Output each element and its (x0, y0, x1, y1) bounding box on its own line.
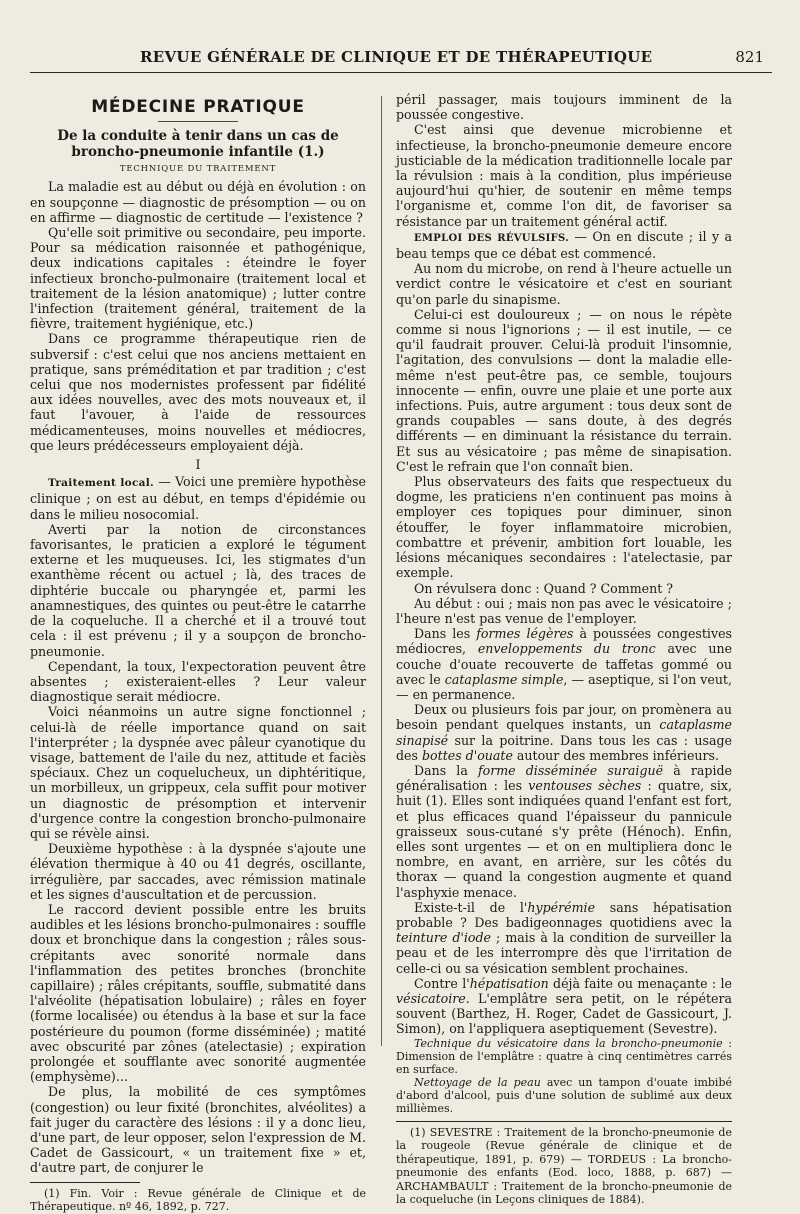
text: : quatre, six, huit (1). Elles sont indiquées quand l'enfant est fort, et plus efficaces quand l'épaisseur du pannicule graisseux sous-cutané s'y prête (Hénoch). Enfin, elles sont urgentes — et on en multipliera donc le nombre, en avant, en arrière, sur les côtés du thorax — quand la congestion augmente et quand l'asphyxie menace. (396, 778, 732, 900)
section-heading: Traitement local. (48, 477, 155, 490)
footnote-rule (30, 1182, 140, 1183)
text: ; mais à la condition de surveiller la peau et de les interrompre dès que l'irritation de celle-ci ou sa vésication semblent prochaines. (396, 930, 733, 976)
journal-title: REVUE GÉNÉRALE DE CLINIQUE ET DE THÉRAPEUTIQUE (140, 48, 653, 66)
technique-note (396, 1076, 732, 1115)
paragraph: Deuxième hypothèse : à la dyspnée s'ajoute une élévation thermique à 40 ou 41 degrés, oscillante, irrégulière, par saccades, avec rémission matinale et les signes d'auscultation et de percussion. (30, 841, 366, 902)
footnote: (1) SEVESTRE : Traitement de la broncho-pneumonie de la rougeole (Revue générale de clinique et de thérapeutique, 1891, p. 679) — TORDEUS : La broncho-pneumonie des enfants (Eod. loco, 1888, p. 687) — ARCHAMBAULT : Traitement de la broncho-pneumonie de la coqueluche (in Leçons cliniques de 1884). (396, 1125, 732, 1207)
text: Dans la (414, 762, 478, 778)
paragraph: On révulsera donc : Quand ? Comment ? (414, 580, 674, 596)
emphasis: hépatisation (469, 975, 549, 991)
paragraph-text: — Voici une première hypothèse clinique ; on est au début, en temps d'épidémie ou dans le milieu nosocomial. (30, 474, 366, 522)
text: : Dimension de l'emplâtre : quatre à cinq centimètres carrés en surface. (396, 1036, 733, 1076)
text: déjà faite ou menaçante : le (548, 975, 732, 991)
paragraph: Au nom du microbe, on rend à l'heure actuelle un verdict contre le vésicatoire et c'est en souriant qu'on parle du sinapisme. (396, 261, 732, 307)
paragraph: Qu'elle soit primitive ou secondaire, peu importe. Pour sa médication raisonnée et pathogénique, deux indications capitales : éteindre le foyer infectieux broncho-pulmonaire (traitement local et traitement de la lésion anatomique) ; lutter contre l'infection (traitement général, traitement de la fièvre, traitement hygiénique, etc.) (30, 225, 366, 332)
right-column (396, 92, 732, 1207)
paragraph: De plus, la mobilité de ces symptômes (congestion) ou leur fixité (bronchites, alvéolites) a fait juger du caractère des lésions : il y a donc lieu, d'une part, de leur opposer, selon l'expression de M. Cadet de Gassicourt, « un traitement fixe » et, d'autre part, de conjurer le (30, 1084, 366, 1176)
emphasis: enveloppements du tronc (477, 641, 656, 657)
emphasis: cataplasme simple (444, 671, 564, 687)
column-divider (381, 96, 382, 1046)
text: sur la poitrine. Dans tous les cas : usage des (396, 732, 732, 763)
running-header (30, 44, 772, 74)
text: Dans les (414, 626, 477, 642)
paragraph: Cependant, la toux, l'expectoration peuvent être absentes ; existeraient-elles ? Leur valeur diagnostique serait médiocre. (30, 658, 366, 705)
paragraph (396, 900, 732, 976)
paragraph: péril passager, mais toujours imminent de la poussée congestive. (396, 92, 732, 123)
article-title: De la conduite à tenir dans un cas de broncho-pneumonie infantile (1.) (57, 128, 339, 161)
text: avec une couche d'ouate recouverte de taffetas gommé ou avec le (396, 641, 733, 687)
emphasis: cataplasme sinapisé (396, 717, 732, 748)
paragraph: Plus observateurs des faits que respectueux du dogme, les praticiens n'en continuent pas moins à employer ces topiques pour diminuer, sinon étouffer, le foyer inflammatoire microbien, combattre et prévenir, ambition fort louable, les lésions mécaniques secondaires : l'atelectasie, par exemple. (396, 474, 732, 581)
section-number: I (195, 457, 201, 473)
rubric-rule (158, 121, 238, 122)
header-rule (30, 72, 772, 73)
text: Contre l' (414, 975, 470, 991)
emphasis: bottes d'ouate (421, 747, 513, 763)
section-heading: EMPLOI DES RÉVULSIFS. (414, 232, 570, 244)
footnote-rule (396, 1121, 732, 1122)
text: . L'emplâtre sera petit, on le répétera souvent (Barthez, H. Roger, Cadet de Gassicourt, J. Simon), on l'appliquera aseptiquement (Sevestre). (396, 990, 732, 1037)
paragraph: Au début : oui ; mais non pas avec le vésicatoire ; l'heure n'est pas venue de l'employer. (396, 595, 732, 626)
paragraph (396, 702, 732, 763)
left-column (30, 92, 366, 1214)
text: sans hépatisation probable ? Des badigeonnages quotidiens avec la (396, 899, 732, 930)
rubric-title: MÉDECINE PRATIQUE (91, 97, 305, 117)
text: à poussées congestives médiocres, (396, 626, 732, 657)
paragraph: La maladie est au début ou déjà en évolution : on en soupçonne — diagnostic de présomption — ou on en affirme — diagnostic de certitude — l'existence ? (30, 179, 366, 225)
paragraph: Le raccord devient possible entre les bruits audibles et les lésions broncho-pulmonaires : souffle doux et bronchique dans la congestion ; râles sous-crépitants avec sonorité normale dans l'inflammation des petites bronches (bronchite capillaire) ; râles crépitants, souffle, submatité dans l'alvéolite (hépatisation lobulaire) ; râles en foyer (forme localisée) ou étendus à la base et sur la face postérieure du poumon (forme disséminée) ; matité avec obscurité par zônes (atelectasie) ; expiration prolongée et soufflante avec sonorité augmentée (emphysème)... (30, 901, 366, 1085)
paragraph (396, 229, 732, 261)
emphasis: vésicatoire (396, 990, 466, 1006)
paragraph (396, 976, 732, 1037)
text: Deux ou plusieurs fois par jour, on promènera au besoin pendant quelques instants, un (396, 702, 732, 733)
paragraph: Voici néanmoins un autre signe fonctionnel ; celui-là de réelle importance quand on sait l'interpréter ; la dyspnée avec pâleur cyanotique du visage, battement de l'aile du nez, attitude et faciès spéciaux. Chez un coquelucheux, un diphtéritique, un morbilleux, un grippeux, cela suffit pour motiver un diagnostic de présomption et intervenir d'urgence contre la congestion broncho-pulmonaire qui se révèle ainsi. (30, 704, 366, 841)
article-subtitle: TECHNIQUE DU TRAITEMENT (119, 164, 277, 175)
emphasis: ventouses sèches (528, 778, 642, 794)
paragraph (396, 763, 732, 900)
paragraph (30, 474, 366, 522)
paragraph: Dans ce programme thérapeutique rien de subversif : c'est celui que nos anciens mettaient en pratique, sans préméditation et par tradition ; c'est celui que nos modernistes professent par fidélité aux idées nouvelles, avec des mots nouveaux et, il faut l'avouer, à l'aide de ressources médicamenteuses, moins nouvelles et médiocres, que leurs prédécesseurs employaient déjà. (30, 331, 366, 453)
footnote: (1) Fin. Voir : Revue générale de Clinique et de Thérapeutique. nº 46, 1892, p. 727. (30, 1186, 366, 1214)
emphasis: teinture d'iode (396, 930, 491, 946)
text: autour des membres inférieurs. (512, 747, 719, 763)
paragraph: Averti par la notion de circonstances favorisantes, le praticien a exploré le tégument externe et les muqueuses. Ici, les stigmates d'un exanthème récent ou actuel ; là, des traces de diphtérie buccale ou pharyngée et, parmi les anamnestiques, des quintes ou peut-être le catarrhe de la coqueluche. Il a cherché et il a trouvé tout cela : il est prévenu ; il y a soupçon de broncho-pneumonie. (30, 521, 366, 659)
text: , — aseptique, si l'on veut, — en permanence. (396, 671, 732, 702)
page-number: 821 (735, 48, 764, 66)
text: à rapide généralisation : les (396, 762, 732, 794)
emphasis: formes légères (476, 626, 574, 642)
emphasis: Technique du vésicatoire dans la broncho-pneumonie (414, 1036, 723, 1050)
paragraph: C'est ainsi que devenue microbienne et infectieuse, la broncho-pneumonie demeure encore justiciable de la médication traditionnelle locale par la révulsion : mais à la condition, plus impérieuse aujourd'hui qu'hier, de soutenir en même temps l'organisme et, comme l'on dit, de favoriser sa résistance par un traitement général actif. (396, 122, 732, 229)
technique-note (396, 1037, 732, 1076)
paragraph: Celui-ci est douloureux ; — on nous le répète comme si nous l'ignorions ; — il est inutile, — ce qu'il faudrait prouver. Celui-là produit l'insomnie, l'agitation, des convulsions — dont la maladie elle-même n'est peut-être pas, ce semble, toujours innocente — enfin, ouvre une plaie et une porte aux infections. Puis, autre argument : tous deux sont de grands coupables — sans doute, à des degrés différents — en diminuant la résistance du terrain. Et sus au vésicatoire ; pas même de sinapisation. C'est le refrain que l'on connaît bien. (396, 306, 732, 474)
emphasis: Nettoyage de la peau (414, 1075, 541, 1089)
text: avec un tampon d'ouate imbibé d'abord d'alcool, puis d'une solution de sublimé aux deux millièmes. (396, 1075, 733, 1115)
paragraph-text: — On en discute ; il y a beau temps que ce débat est commencé. (396, 228, 732, 262)
emphasis: hypérémie (527, 899, 596, 915)
text: Existe-t-il de l' (414, 899, 528, 915)
paragraph (396, 626, 732, 702)
emphasis: forme disséminée suraiguë (477, 762, 664, 778)
